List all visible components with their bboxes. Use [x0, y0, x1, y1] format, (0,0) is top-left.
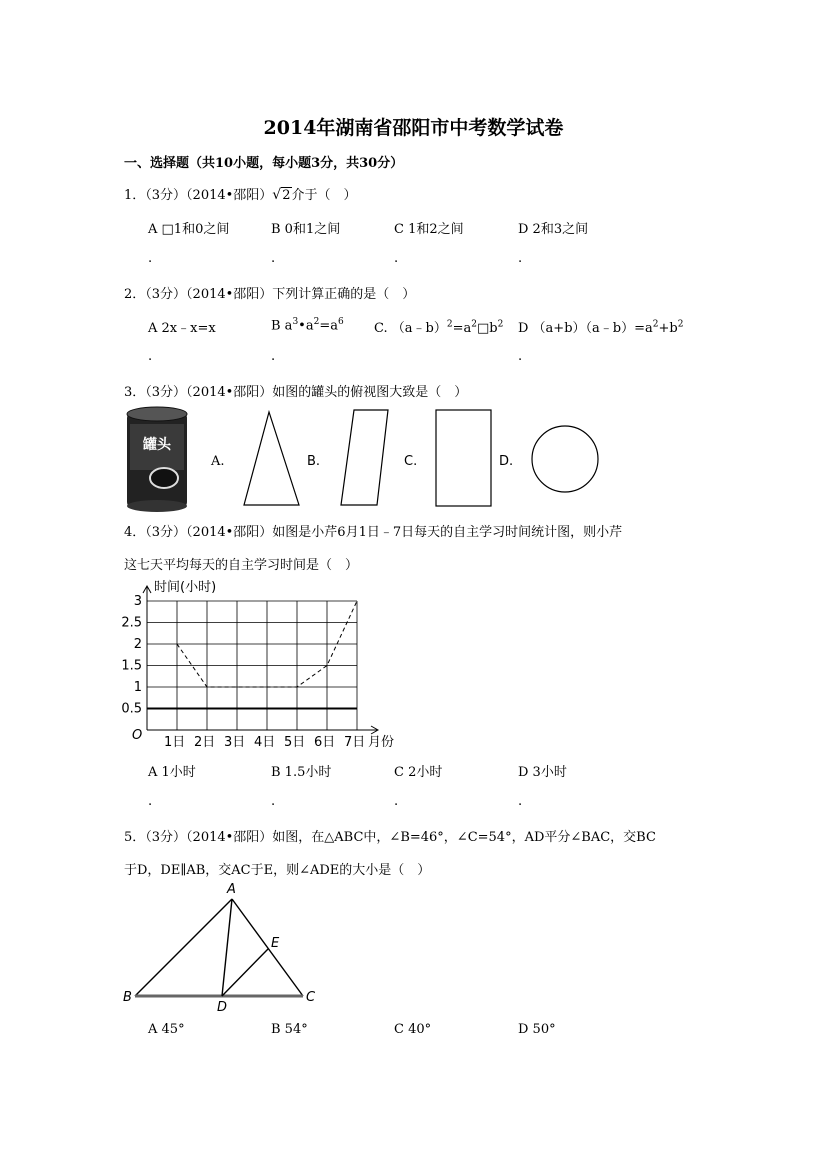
point-b-label: B: [123, 990, 132, 1005]
question-5-stem-line-1: 5．（3分）（2014•邵阳）如图，在△ABC中，∠B=46°，∠C=54°，AD平分∠BAC，交BC: [124, 830, 656, 845]
point-c-label: C: [306, 990, 316, 1005]
q1-option-c[interactable]: C 1和2之间: [394, 222, 464, 237]
segment-ac: [232, 899, 303, 996]
q5-option-a[interactable]: A 45°: [148, 1022, 185, 1037]
triangle-shape: [244, 412, 299, 505]
x-axis-label: 月份: [368, 735, 395, 750]
q4-option-c[interactable]: C 2小时: [394, 765, 443, 780]
q1-option-a[interactable]: A □1和0之间: [148, 222, 230, 237]
point-e-label: E: [271, 936, 280, 951]
q2-option-a[interactable]: A 2x﹣x=x: [148, 321, 216, 336]
y-tick-labels: [121, 594, 142, 717]
can-image: [127, 407, 187, 512]
q2-option-d[interactable]: D $(a+b)(a﹣b)=a^2+b^2$: [518, 319, 684, 336]
sqrt-symbol: √: [272, 187, 282, 203]
x-tick-label: 3日: [224, 735, 246, 750]
question-4-stem-line-2: 这七天平均每天的自主学习时间是（ ）: [124, 558, 359, 573]
x-tick-labels: [164, 735, 365, 750]
q5-option-b[interactable]: B 54°: [271, 1022, 308, 1037]
y-tick-label: 2.5: [121, 615, 142, 631]
option-dot: .: [271, 251, 276, 266]
option-dot: .: [148, 349, 153, 364]
q2-option-c[interactable]: C. $(a﹣b)^2=a^2□b^2$: [374, 319, 504, 336]
question-4-stem-line-1: 4．（3分）（2014•邵阳）如图是小芹6月1日﹣7日每天的自主学习时间统计图，则小芹: [124, 525, 623, 540]
option-dot: .: [271, 349, 276, 364]
chart-axes: [143, 586, 378, 734]
x-tick-label: 5日: [284, 735, 306, 750]
x-tick-label: 1日: [164, 735, 186, 750]
chart-grid: [147, 601, 357, 730]
x-tick-label: 6日: [314, 735, 336, 750]
option-dot: .: [518, 251, 523, 266]
page-title: 2014年湖南省邵阳市中考数学试卷: [263, 117, 564, 139]
option-dot: .: [518, 349, 523, 364]
point-a-label: A: [227, 882, 236, 897]
y-tick-label: 1: [133, 680, 142, 695]
question-1-suffix: 介于（ ）: [291, 188, 357, 203]
q3-option-b-label[interactable]: B.: [307, 454, 321, 469]
segment-ad: [222, 899, 232, 996]
option-dot: .: [271, 794, 276, 809]
option-dot: .: [148, 794, 153, 809]
segment-ab: [135, 899, 232, 996]
q4-option-b[interactable]: B 1.5小时: [271, 765, 332, 780]
rectangle-shape: [436, 410, 491, 506]
circle-shape: [532, 426, 598, 492]
triangle-abc-figure: [120, 880, 330, 1015]
origin-label: O: [132, 728, 143, 743]
question-5-stem-line-2: 于D，DE∥AB，交AC于E，则∠ADE的大小是（ ）: [124, 863, 431, 878]
question-3-stem: 3．（3分）（2014•邵阳）如图的罐头的俯视图大致是（ ）: [124, 385, 468, 400]
q3-option-c-label[interactable]: C.: [404, 454, 418, 469]
y-tick-label: 2: [133, 637, 142, 652]
can-label: 罐头: [143, 437, 171, 453]
y-axis-label: 时间(小时): [154, 580, 217, 595]
q1-option-d[interactable]: D 2和3之间: [518, 222, 589, 237]
study-time-line-chart: [121, 576, 414, 754]
x-tick-label: 7日: [344, 735, 366, 750]
option-dot: .: [518, 794, 523, 809]
parallelogram-shape: [341, 410, 388, 505]
q4-option-d[interactable]: D 3小时: [518, 765, 567, 780]
x-tick-label: 4日: [254, 735, 276, 750]
q4-option-a[interactable]: A 1小时: [148, 765, 196, 780]
option-dot: .: [394, 794, 399, 809]
q1-option-b[interactable]: B 0和1之间: [271, 222, 341, 237]
q5-option-c[interactable]: C 40°: [394, 1022, 432, 1037]
sqrt-radicand: 2: [282, 188, 291, 203]
y-tick-label: 3: [133, 594, 142, 609]
question-1-prefix: 1．（3分）（2014•邵阳）: [124, 188, 273, 203]
option-dot: .: [394, 251, 399, 266]
q3-option-d-label[interactable]: D.: [499, 454, 514, 469]
point-d-label: D: [217, 1000, 228, 1015]
y-tick-label: 1.5: [121, 658, 142, 674]
q2-option-b[interactable]: B $a^3•a^2=a^6$: [271, 317, 344, 334]
question-3-figures: [124, 404, 604, 514]
x-tick-label: 2日: [194, 735, 216, 750]
q3-option-a-label[interactable]: A.: [211, 454, 225, 469]
option-dot: .: [148, 251, 153, 266]
question-1-stem: [124, 184, 357, 203]
question-2-stem: 2．（3分）（2014•邵阳）下列计算正确的是（ ）: [124, 287, 416, 302]
segment-de: [222, 949, 268, 996]
y-tick-label: 0.5: [121, 701, 142, 717]
section-heading: 一、选择题（共10小题，每小题3分，共30分）: [124, 156, 404, 171]
q5-option-d[interactable]: D 50°: [518, 1022, 556, 1037]
